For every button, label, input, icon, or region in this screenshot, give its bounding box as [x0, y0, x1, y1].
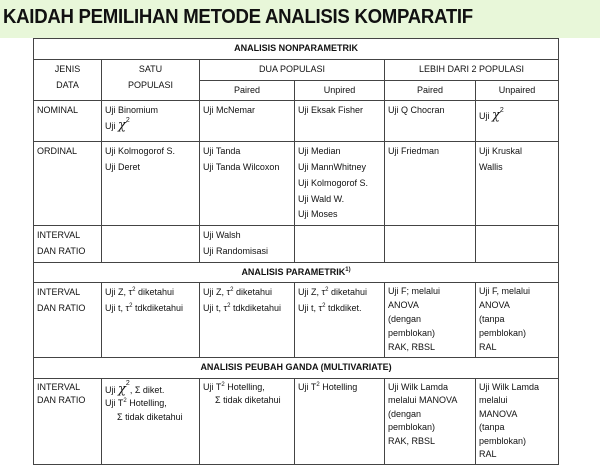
cell-interval-np-dua-paired: Uji Walsh Uji Randomisasi — [200, 226, 295, 263]
section-nonparametric-row — [34, 39, 559, 60]
header-satu: SATU — [138, 63, 163, 74]
cell-param-satu: Uji Z, $\tau^2$ diketahui Uji t, $\tau^2$ tdkdiketahui — [102, 283, 200, 358]
row-interval-parametric — [34, 283, 559, 358]
cell-multi-lebih-unpaired: Uji Wilk Lamda melalui MANOVA (tanpa pemblokan) RAL — [476, 378, 559, 464]
cell-param-dua-unpired: Uji Z, $\tau^2$ diketahui Uji t, $\tau^2$ tdkdiket. — [295, 283, 385, 358]
cell-multi-dua-paired: Uji $T^2$ Hotelling, Σ tidak diketahui — [200, 378, 295, 464]
section-parametric: ANALISIS PARAMETRIK$^{1)}$ — [34, 262, 559, 283]
section-multivariate: ANALISIS PEUBAH GANDA (MULTIVARIATE) — [34, 357, 559, 378]
cell-multi-satu: Uji $\chi^2$, Σ diket. Uji $T^2$ Hotelling, Σ tidak diketahui — [102, 378, 200, 464]
cell-interval-np-lebih-unpaired — [476, 226, 559, 263]
section-nonparametric: ANALISIS NONPARAMETRIK — [34, 39, 559, 60]
header-dua-unpired: Unpired — [295, 80, 385, 101]
cell-interval-np-lebih-paired — [385, 226, 476, 263]
cell-interval-np-label: INTERVAL DAN RATIO — [34, 226, 102, 263]
cell-multi-label: INTERVAL DAN RATIO — [34, 378, 102, 464]
header-lebih-paired: Paired — [385, 80, 476, 101]
cell-nominal-dua-paired: Uji McNemar — [200, 101, 295, 142]
header-dua-paired: Paired — [200, 80, 295, 101]
header-satu-populasi — [102, 59, 200, 101]
cell-ordinal-label: ORDINAL — [34, 142, 102, 226]
header-lebih-unpaired: Unpaired — [476, 80, 559, 101]
cell-nominal-dua-unpired: Uji Eksak Fisher — [295, 101, 385, 142]
header-populasi: POPULASI — [127, 79, 174, 90]
cell-param-label: INTERVAL DAN RATIO — [34, 283, 102, 358]
cell-ordinal-satu: Uji Kolmogorof S. Uji Deret — [102, 142, 200, 226]
cell-nominal-lebih-unpaired: Uji $\chi^2$ — [476, 101, 559, 142]
row-nominal — [34, 101, 559, 142]
cell-nominal-satu: Uji Binomium Uji $\chi^2$ — [102, 101, 200, 142]
header-dua-populasi: DUA POPULASI — [200, 59, 385, 80]
section-multivariate-row — [34, 357, 559, 378]
page-title: KAIDAH PEMILIHAN METODE ANALISIS KOMPARATIF — [3, 6, 473, 28]
header-lebih-populasi: LEBIH DARI 2 POPULASI — [385, 59, 559, 80]
cell-nominal-label: NOMINAL — [34, 101, 102, 142]
cell-param-dua-paired: Uji Z, $\tau^2$ diketahui Uji t, $\tau^2$ tdkdiketahui — [200, 283, 295, 358]
comparative-analysis-table — [33, 38, 559, 465]
header-jenis: JENIS — [54, 63, 81, 74]
cell-ordinal-lebih-unpaired: Uji Kruskal Wallis — [476, 142, 559, 226]
row-ordinal — [34, 142, 559, 226]
cell-nominal-lebih-paired: Uji Q Chocran — [385, 101, 476, 142]
cell-ordinal-dua-unpired: Uji Median Uji MannWhitney Uji Kolmogorof S. Uji Wald W. Uji Moses — [295, 142, 385, 226]
cell-param-lebih-unpaired: Uji F, melalui ANOVA (tanpa pemblokan) RAL — [476, 283, 559, 358]
header-jenis-data — [34, 59, 102, 101]
header-row-1 — [34, 59, 559, 80]
cell-multi-lebih-paired: Uji Wilk Lamda melalui MANOVA (dengan pemblokan) RAK, RBSL — [385, 378, 476, 464]
cell-multi-dua-unpired: Uji $T^2$ Hotelling — [295, 378, 385, 464]
row-interval-nonparametric — [34, 226, 559, 263]
cell-ordinal-dua-paired: Uji Tanda Uji Tanda Wilcoxon — [200, 142, 295, 226]
cell-interval-np-dua-unpired — [295, 226, 385, 263]
cell-param-lebih-paired: Uji F; melalui ANOVA (dengan pemblokan) RAK, RBSL — [385, 283, 476, 358]
section-parametric-row — [34, 262, 559, 283]
title-bar — [0, 0, 600, 38]
cell-ordinal-lebih-paired: Uji Friedman — [385, 142, 476, 226]
row-interval-multivariate — [34, 378, 559, 464]
header-data: DATA — [56, 79, 79, 90]
cell-interval-np-satu — [102, 226, 200, 263]
